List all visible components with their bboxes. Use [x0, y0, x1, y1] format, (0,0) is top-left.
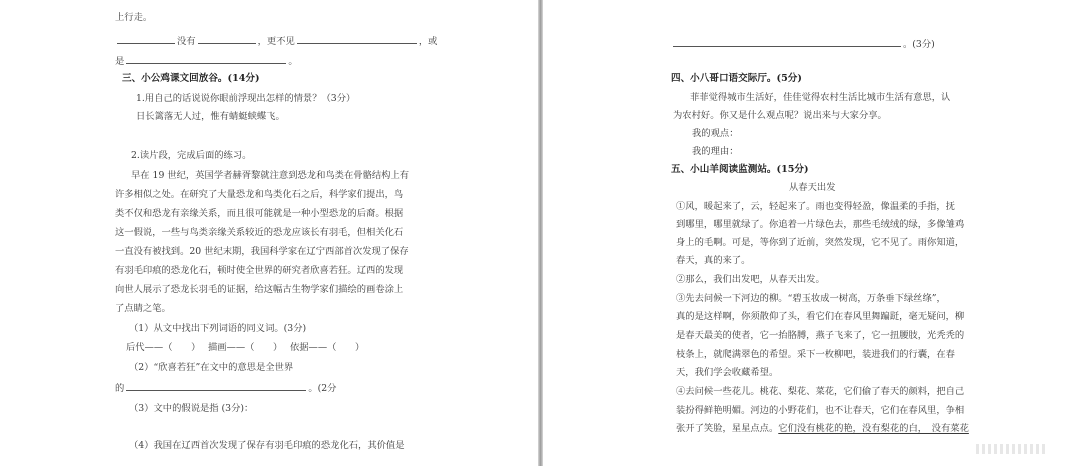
passage-line: 有羽毛印痕的恐龙化石，顿时使全世界的研究者欣喜若狂。辽西的发现	[115, 265, 404, 276]
poem-line: 日长篱落无人过，惟有蜻蜓蛱蝶飞。	[136, 111, 285, 122]
passage-line: 张开了笑脸，星星点点。它们没有桃花的艳，没有梨花的白， 没有菜花	[676, 423, 969, 434]
answer-blank[interactable]	[117, 34, 175, 44]
sub-question: （4）我国在辽西首次发现了保存有羽毛印痕的恐龙化石，其价值是	[129, 440, 405, 451]
answer-label: 我的观点：	[692, 128, 739, 139]
sub-question: （1）从文中找出下列词语的同义词。(3分)	[129, 323, 307, 334]
text-line: 上行走。	[115, 12, 153, 23]
passage-line: 类不仅和恐龙有亲缘关系，而且很可能就是一种小型恐龙的后裔。根据	[115, 208, 404, 219]
story-title: 从春天出发	[789, 182, 836, 193]
passage-line: 是春天最美的使者，它一抬胳膊，燕子飞来了，它一扭腰肢，光秃秃的	[676, 330, 965, 341]
passage-line: 真的是这样啊，你须散仰了头，看它们在春风里舞蹁跹，毫无疑问，柳	[676, 311, 965, 322]
text-line: 菲菲觉得城市生活好，佳佳觉得农村生活比城市生活有意思，认	[690, 92, 951, 103]
passage-line: 一直没有被找到。20 世纪末期，我国科学家在辽宁西部首次发现了保存	[115, 246, 409, 257]
passage-line: ③先去问候一下河边的柳。“碧玉妆成一树高，万条垂下绿丝绦”，	[676, 293, 946, 304]
section-title: 五、小山羊阅读监测站。(15分)	[671, 164, 809, 175]
question: 1.用自己的话说说你眼前浮现出怎样的情景？（3分）	[136, 93, 356, 104]
synonym-blanks[interactable]: 后代——（ ） 描画——（ ） 依据——（ ）	[126, 342, 365, 353]
answer-blank[interactable]	[126, 381, 306, 391]
passage-line: 到哪里，哪里就绿了。你追着一片绿色去，那些毛绒绒的绿，多像雏鸡	[676, 219, 965, 230]
passage-line: 早在 19 世纪，英国学者赫胥黎就注意到恐龙和鸟类在骨骼结构上有	[131, 170, 410, 181]
fill-blank-line: 是 。	[115, 56, 298, 67]
section-title: 四、小八哥口语交际厅。(5分)	[671, 73, 802, 84]
passage-line: 这一假说，一些与鸟类亲缘关系较近的恐龙应该长有羽毛，但相关化石	[115, 227, 404, 238]
answer-blank[interactable]	[198, 34, 256, 44]
section-title: 三、小公鸡课文回放谷。(14分)	[122, 73, 260, 84]
passage-line: ②那么，我们出发吧，从春天出发。	[676, 274, 825, 285]
watermark	[976, 444, 1046, 454]
passage-line: 许多相似之处。在研究了大量恐龙和鸟类化石之后，科学家们提出，鸟	[115, 189, 404, 200]
answer-blank[interactable]	[673, 37, 901, 47]
passage-line: 身上的毛啊。可是，等你到了近前，突然发现，它不见了。雨你知道，	[676, 237, 965, 248]
passage-line: 向世人展示了恐龙长羽毛的证据，给这幅古生物学家们描绘的画卷涂上	[115, 284, 404, 295]
right-page	[543, 0, 1080, 466]
answer-blank[interactable]	[126, 54, 286, 64]
fill-blank-line: 的 。(2分	[115, 383, 337, 394]
fill-blank-line: 没有 ，更不见 ，或	[115, 34, 437, 48]
passage-line: ①风，暖起来了，云，轻起来了。雨也变得轻盈，像温柔的手指，抚	[676, 201, 955, 212]
passage-line: 枝条上，就爬满翠色的希望。采下一枚柳吧，装进我们的行囊，在春	[676, 349, 955, 360]
sub-question: （3）文中的假说是指 (3分)：	[129, 403, 254, 414]
passage-line: 春天，真的来了。	[676, 255, 751, 266]
underlined-sentence: 它们没有桃花的艳，没有梨花的白， 没有菜花	[778, 423, 969, 434]
fill-blank-line: 。(3分)	[671, 37, 935, 51]
text-line: 为农村好。你又是什么观点呢？说出来与大家分享。	[673, 110, 887, 121]
question: 2.读片段，完成后面的练习。	[131, 150, 252, 161]
passage-line: ④去问候一些花儿。桃花、梨花、菜花，它们偷了春天的颜料，把自己	[676, 386, 965, 397]
passage-line: 了点睛之笔。	[115, 303, 171, 314]
left-page	[0, 0, 538, 466]
answer-blank[interactable]	[297, 34, 417, 44]
answer-label: 我的理由：	[692, 146, 739, 157]
passage-line: 装扮得鲜艳明媚。河边的小野花们，也不让春天，它们在春风里，争相	[676, 405, 965, 416]
passage-line: 天，我们学会收藏希望。	[676, 367, 779, 378]
sub-question: （2）“欣喜若狂”在文中的意思是全世界	[129, 362, 294, 373]
